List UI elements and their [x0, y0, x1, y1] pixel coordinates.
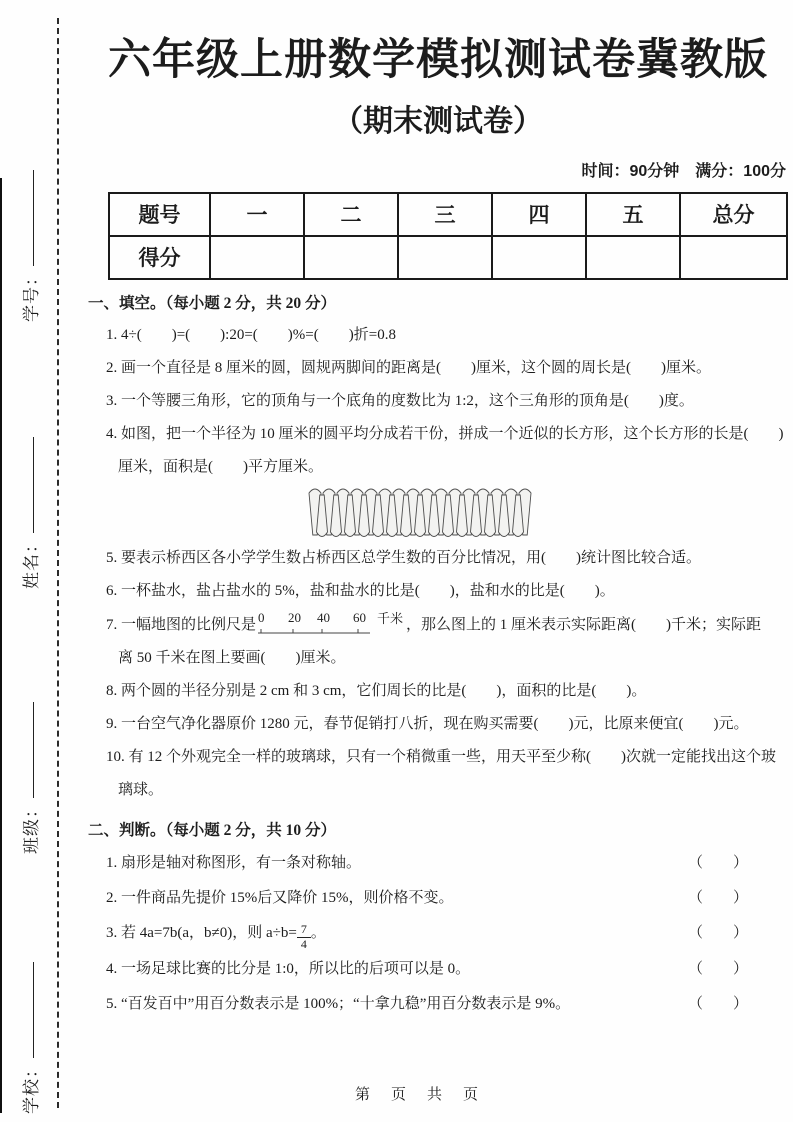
- seal-label-school: 学校：: [22, 1060, 41, 1114]
- score-header-cell: 总分: [680, 193, 787, 236]
- fill-question-10-line1: 10. 有 12 个外观完全一样的玻璃球，只有一个稍微重一些，用天平至少称( )次就一定能找出这个玻: [106, 748, 776, 765]
- score-header-cell: 五: [586, 193, 680, 236]
- score-header-cell: 二: [304, 193, 398, 236]
- answer-bracket: （ ）: [687, 995, 748, 1012]
- judge-question-5: [88, 987, 788, 1022]
- circle-sectors-strip-drawing: [306, 484, 534, 542]
- fill-question-10: [88, 741, 788, 807]
- score-header-cell: 四: [492, 193, 586, 236]
- scale-tick-label: 40: [317, 609, 331, 625]
- scale-tick-label: 0: [258, 609, 265, 625]
- seal-blank-line: [33, 962, 34, 1058]
- score-row-label: 得分: [109, 236, 210, 279]
- section1-heading: 一、填空。（每小题 2 分，共 20 分）: [88, 294, 337, 312]
- answer-bracket: （ ）: [687, 854, 748, 871]
- paper-content: [88, 0, 788, 1022]
- scale-tick-label: 60: [353, 609, 367, 625]
- fraction-seven-fourths: [297, 923, 311, 952]
- score-empty-cell: [398, 236, 492, 279]
- seal-label-class: 班级：: [22, 800, 41, 854]
- circle-sectors-figure: [306, 484, 788, 542]
- page-left-scan-edge: [0, 178, 2, 1113]
- seal-field-student-id: [17, 140, 39, 322]
- map-scale-bar: [256, 608, 406, 638]
- score-empty-cell: [210, 236, 304, 279]
- answer-bracket: （ ）: [687, 889, 748, 906]
- judge-question-3-text-after: 。: [310, 924, 326, 941]
- paper-subtitle: （期末测试卷）: [333, 104, 543, 138]
- judge-question-5-text: 5. “百发百中”用百分数表示是 100%；“十拿九稳”用百分数表示是 9%。: [106, 995, 571, 1012]
- seal-blank-line: [33, 702, 34, 798]
- fill-question-4-line2: 厘米，面积是( )平方厘米。: [118, 458, 323, 475]
- score-table-header-row: [109, 193, 787, 236]
- fill-question-7-line2-wrap: [88, 642, 788, 675]
- fill-question-8: 8. 两个圆的半径分别是 2 cm 和 3 cm，它们周长的比是( )，面积的比是( )。: [106, 682, 647, 699]
- judge-question-3-text: [106, 916, 326, 952]
- seal-label-name: 姓名：: [22, 535, 41, 589]
- judge-question-4-text: 4. 一场足球比赛的比分是 1:0，所以比的后项可以是 0。: [106, 960, 471, 977]
- fill-question-7-text-before: 7. 一幅地图的比例尺是: [106, 616, 257, 633]
- fill-question-7-text-after: ，那么图上的 1 厘米表示实际距离( )千米；实际距: [406, 616, 762, 633]
- section2-heading: 二、判断。（每小题 2 分，共 10 分）: [88, 821, 337, 839]
- judge-question-3: [88, 916, 788, 952]
- scale-unit-label: 千米: [377, 610, 404, 626]
- judge-question-1: [88, 846, 788, 881]
- fill-question-6: 6. 一杯盐水，盐占盐水的 5%，盐和盐水的比是( )，盐和水的比是( )。: [106, 582, 615, 599]
- judge-question-4: [88, 952, 788, 987]
- judge-question-1-text: 1. 扇形是轴对称图形，有一条对称轴。: [106, 854, 362, 871]
- seal-blank-line: [33, 437, 34, 533]
- seal-label-student-id: 学号：: [22, 268, 41, 322]
- fill-question-4: [88, 418, 788, 484]
- score-empty-cell: [586, 236, 680, 279]
- fill-question-2: 2. 画一个直径是 8 厘米的圆，圆规两脚间的距离是( )厘米，这个圆的周长是( )厘米。: [106, 359, 711, 376]
- fill-question-10-line2: 璃球。: [118, 781, 164, 798]
- answer-bracket: （ ）: [687, 924, 748, 941]
- answer-bracket: （ ）: [687, 960, 748, 977]
- score-table-score-row: [109, 236, 787, 279]
- score-empty-cell: [680, 236, 787, 279]
- fill-question-9: 9. 一台空气净化器原价 1280 元，春节促销打八折，现在购买需要( )元，比原来便宜( )元。: [106, 715, 749, 732]
- seal-field-class: [17, 672, 39, 854]
- seal-blank-line: [33, 170, 34, 266]
- score-empty-cell: [304, 236, 398, 279]
- score-header-cell: 一: [210, 193, 304, 236]
- score-empty-cell: [492, 236, 586, 279]
- fill-question-5: 5. 要表示桥西区各小学学生数占桥西区总学生数的百分比情况，用( )统计图比较合适。: [106, 549, 701, 566]
- fraction-numerator: 7: [297, 923, 311, 938]
- page-footer: 第 页 共 页: [354, 1087, 481, 1103]
- judge-question-2-text: 2. 一件商品先提价 15%后又降价 15%，则价格不变。: [106, 889, 454, 906]
- fraction-denominator: 4: [300, 936, 307, 951]
- score-table: [108, 192, 788, 280]
- judge-question-3-text-before: 3. 若 4a=7b(a，b≠0)，则 a÷b=: [106, 924, 297, 941]
- seal-field-school: [17, 932, 39, 1114]
- fill-question-3: 3. 一个等腰三角形，它的顶角与一个底角的度数比为 1:2，这个三角形的顶角是( )度。: [106, 392, 694, 409]
- score-header-cell: 题号: [109, 193, 210, 236]
- seal-dashed-line: [57, 18, 59, 1108]
- fill-question-1: 1. 4÷( )=( ):20=( )%=( )折=0.8: [106, 326, 396, 343]
- judge-question-2: [88, 881, 788, 916]
- seal-field-name: [17, 407, 39, 589]
- paper-title: 六年级上册数学模拟测试卷冀教版: [108, 36, 768, 84]
- fill-question-7: [88, 608, 788, 642]
- exam-time-score-meta: 时间：90分钟 满分：100分: [581, 162, 786, 180]
- fill-question-4-line1: 4. 如图，把一个半径为 10 厘米的圆平均分成若干份，拼成一个近似的长方形，这个长方形的长是( ): [106, 425, 784, 442]
- score-header-cell: 三: [398, 193, 492, 236]
- fill-question-7-line2: 离 50 千米在图上要画( )厘米。: [118, 649, 346, 666]
- scale-tick-label: 20: [288, 609, 302, 625]
